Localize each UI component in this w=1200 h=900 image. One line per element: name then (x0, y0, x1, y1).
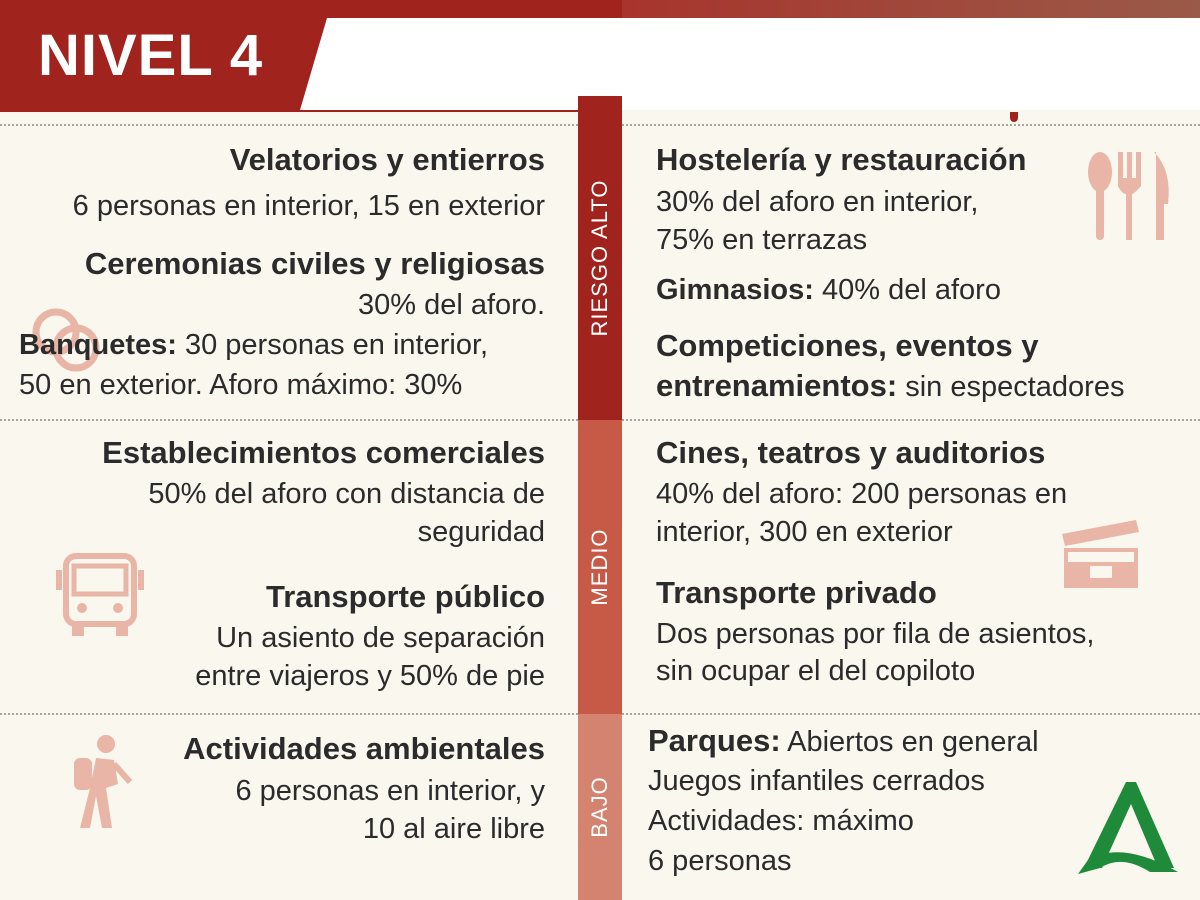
competiciones-line (656, 368, 1124, 405)
transporte-publico-text1: Un asiento de separación (216, 622, 545, 654)
velatorios-text: 6 personas en interior, 15 en exterior (72, 190, 545, 222)
separator (622, 713, 1200, 715)
bus-icon (54, 550, 146, 642)
comercios-title: Establecimientos comerciales (102, 435, 545, 470)
actividades-text1: 6 personas en interior, y (235, 775, 545, 807)
cines-text2: interior, 300 en exterior (656, 516, 953, 548)
cutlery-icon (1084, 150, 1174, 242)
parques-label: Parques: (648, 723, 781, 758)
separator (0, 713, 578, 715)
comercios-text1: 50% del aforo con distancia de (148, 478, 545, 510)
comercios-text2: seguridad (417, 516, 545, 548)
banquetes-text2: 50 en exterior. Aforo máximo: 30% (19, 369, 463, 401)
separator (0, 419, 578, 421)
hosteleria-text2: 75% en terrazas (656, 224, 868, 256)
actividades-text2: 10 al aire libre (362, 813, 545, 845)
actividades-title: Actividades ambientales (183, 731, 545, 766)
banquetes-line1 (19, 327, 488, 363)
ceremonias-text: 30% del aforo. (357, 289, 545, 321)
hiker-icon (66, 732, 136, 832)
transporte-privado-title: Transporte privado (656, 575, 937, 610)
banquetes-label: Banquetes: (19, 329, 177, 361)
transporte-privado-text2: sin ocupar el del copiloto (656, 655, 976, 687)
decorative-mark (1010, 112, 1018, 122)
header-white-banner (300, 18, 1200, 110)
cines-title: Cines, teatros y auditorios (656, 435, 1046, 470)
band-label-medio: MEDIO (587, 528, 612, 606)
page-title: NIVEL 4 (38, 23, 264, 88)
band-riesgo-alto (578, 96, 622, 420)
transporte-publico-title: Transporte público (265, 579, 545, 614)
parques-text4: 6 personas (648, 845, 792, 877)
andalucia-logo-icon (1078, 782, 1180, 874)
clapperboard-icon (1060, 518, 1142, 590)
ceremonias-title: Ceremonias civiles y religiosas (84, 246, 545, 281)
transporte-publico-text2: entre viajeros y 50% de pie (195, 660, 545, 692)
velatorios-title: Velatorios y entierros (229, 142, 545, 177)
band-medio (578, 420, 622, 714)
parques-text3: Actividades: máximo (648, 805, 914, 837)
band-label-alto: RIESGO ALTO (587, 179, 612, 337)
parques-line (648, 723, 1039, 760)
band-bajo (578, 714, 622, 900)
separator (622, 419, 1200, 421)
parques-text1: Abiertos en general (780, 726, 1039, 758)
competiciones-label: entrenamientos: (656, 368, 898, 403)
separator (622, 124, 1200, 126)
cines-text1: 40% del aforo: 200 personas en (656, 478, 1068, 510)
transporte-privado-text1: Dos personas por fila de asientos, (656, 618, 1095, 650)
competiciones-title: Competiciones, eventos y (656, 328, 1039, 363)
banquetes-text1: 30 personas en interior, (176, 329, 489, 361)
band-label-bajo: BAJO (587, 776, 612, 838)
gimnasios-text: 40% del aforo (813, 274, 1001, 306)
hosteleria-text1: 30% del aforo en interior, (656, 186, 979, 218)
gimnasios-label: Gimnasios: (656, 274, 814, 306)
parques-text2: Juegos infantiles cerrados (648, 765, 985, 797)
competiciones-text: sin espectadores (897, 371, 1125, 403)
gimnasios-line (656, 272, 1001, 308)
separator (0, 124, 578, 126)
hosteleria-title: Hostelería y restauración (656, 142, 1027, 177)
